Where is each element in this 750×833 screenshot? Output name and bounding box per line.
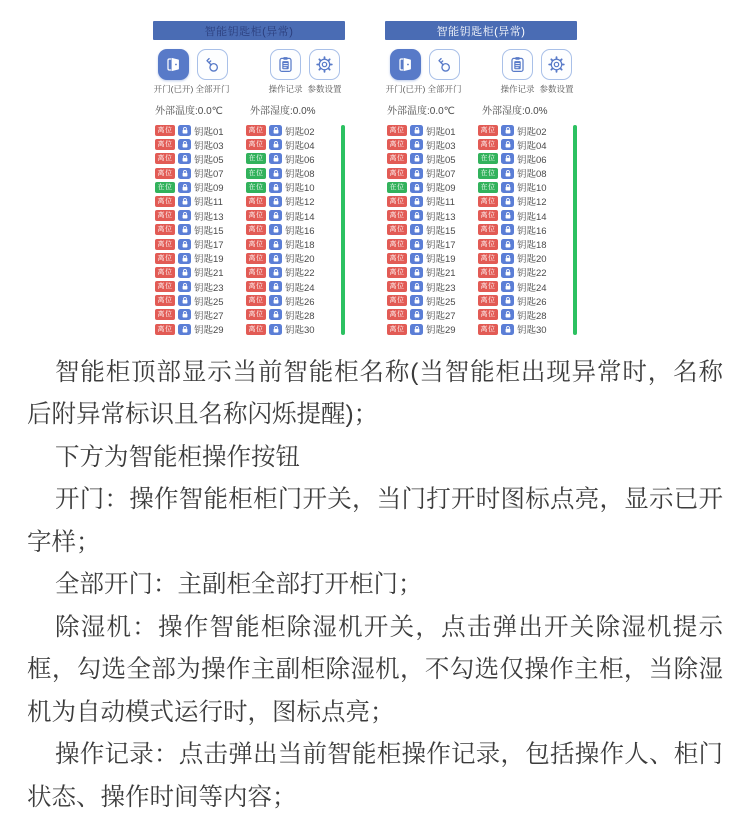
open-all-doors-button[interactable] <box>425 49 464 95</box>
lock-icon[interactable] <box>269 295 282 306</box>
cabinet-toolbar <box>385 49 577 95</box>
cabinet-panel-left <box>153 21 345 336</box>
key-status-badge: 离位 <box>246 239 266 250</box>
key-row <box>387 267 478 278</box>
key-label: 钥匙04 <box>517 140 547 152</box>
key-status-badge: 在位 <box>246 153 266 164</box>
description-paragraph: 操作记录：点击弹出当前智能柜操作记录，包括操作人、柜门状态、操作时间等内容； <box>27 741 723 811</box>
key-status-badge: 离位 <box>246 224 266 235</box>
lock-icon[interactable] <box>501 309 514 320</box>
lock-icon[interactable] <box>269 267 282 278</box>
key-status-badge: 离位 <box>478 239 498 250</box>
key-status-badge: 离位 <box>387 224 407 235</box>
key-label: 钥匙17 <box>426 240 456 251</box>
key-status-badge: 离位 <box>155 125 175 136</box>
key-status-badge: 离位 <box>246 210 266 221</box>
key-status-badge: 离位 <box>478 224 498 235</box>
key-label: 钥匙08 <box>517 169 547 181</box>
description-paragraph: 下方为智能柜操作按钮 <box>55 443 300 471</box>
lock-icon[interactable] <box>501 281 514 292</box>
door-open-icon <box>390 49 421 80</box>
external-temperature: 外部温度:0.0℃ <box>155 106 223 117</box>
key-status-badge: 离位 <box>387 295 407 306</box>
key-label: 钥匙04 <box>285 140 315 152</box>
key-label: 钥匙17 <box>194 240 224 251</box>
key-row <box>387 125 478 136</box>
key-label: 钥匙24 <box>285 282 315 294</box>
key-list <box>155 125 337 335</box>
key-status-badge: 离位 <box>155 295 175 306</box>
lock-icon[interactable] <box>269 210 282 221</box>
key-row <box>246 168 337 179</box>
key-status-badge: 离位 <box>387 253 407 264</box>
lock-icon[interactable] <box>178 153 191 164</box>
key-status-badge: 在位 <box>246 168 266 179</box>
description-paragraph: 除湿机：操作智能柜除湿机开关，点击弹出开关除湿机提示框，勾选全部为操作主副柜除湿机，不勾选仅操作主柜，当除湿机为自动模式运行时，图标点亮； <box>27 613 723 726</box>
key-row <box>155 324 246 335</box>
lock-icon[interactable] <box>410 295 423 306</box>
operation-log-button[interactable] <box>266 49 305 95</box>
key-label: 钥匙02 <box>285 126 315 138</box>
environment-readings <box>385 102 577 117</box>
key-status-badge: 离位 <box>246 253 266 264</box>
lock-icon[interactable] <box>410 210 423 221</box>
key-status-badge: 离位 <box>246 196 266 207</box>
key-row <box>478 139 569 150</box>
key-status-badge: 离位 <box>246 309 266 320</box>
lock-icon[interactable] <box>178 125 191 136</box>
key-row <box>155 253 246 264</box>
open-all-doors-button-label: 全部开门 <box>195 84 230 94</box>
key-row <box>155 182 246 193</box>
key-status-badge: 离位 <box>155 267 175 278</box>
description-paragraph: 开门：操作智能柜柜门开关，当门打开时图标点亮，显示已开字样； <box>27 486 723 556</box>
key-row <box>387 139 478 150</box>
open-door-button[interactable] <box>154 49 193 95</box>
key-label: 钥匙03 <box>194 140 224 152</box>
key-label: 钥匙15 <box>194 225 224 237</box>
key-label: 钥匙21 <box>426 268 456 280</box>
key-label: 钥匙10 <box>285 183 315 195</box>
key-label: 钥匙13 <box>194 211 224 223</box>
key-row <box>246 309 337 320</box>
key-label: 钥匙25 <box>426 296 456 308</box>
key-label: 钥匙30 <box>285 325 315 337</box>
key-status-badge: 离位 <box>478 309 498 320</box>
key-row <box>478 153 569 164</box>
key-label: 钥匙11 <box>194 197 223 209</box>
key-label: 钥匙10 <box>517 183 547 195</box>
key-status-badge: 离位 <box>478 267 498 278</box>
key-row <box>478 224 569 235</box>
key-row <box>155 153 246 164</box>
parameter-settings-button[interactable] <box>537 49 576 95</box>
lock-icon[interactable] <box>178 139 191 150</box>
key-status-badge: 离位 <box>246 125 266 136</box>
key-row <box>155 210 246 221</box>
key-status-badge: 离位 <box>155 281 175 292</box>
key-row <box>387 239 478 250</box>
key-row <box>155 295 246 306</box>
key-label: 钥匙30 <box>517 325 547 337</box>
key-label: 钥匙27 <box>194 310 224 322</box>
key-row <box>478 168 569 179</box>
key-label: 钥匙22 <box>517 268 547 280</box>
key-label: 钥匙23 <box>194 282 224 294</box>
key-status-badge: 离位 <box>246 267 266 278</box>
key-row <box>387 324 478 335</box>
lock-icon[interactable] <box>178 196 191 207</box>
key-label: 钥匙09 <box>426 183 456 195</box>
key-row <box>246 210 337 221</box>
key-row <box>478 210 569 221</box>
lock-icon[interactable] <box>501 267 514 278</box>
key-status-badge: 离位 <box>155 309 175 320</box>
lock-icon[interactable] <box>269 182 282 193</box>
lock-icon[interactable] <box>178 324 191 335</box>
key-status-badge: 在位 <box>387 182 407 193</box>
lock-icon[interactable] <box>178 168 191 179</box>
key-label: 钥匙21 <box>194 268 224 280</box>
lock-icon[interactable] <box>269 196 282 207</box>
lock-icon[interactable] <box>501 210 514 221</box>
key-label: 钥匙14 <box>517 211 547 223</box>
description-paragraph: 智能柜顶部显示当前智能柜名称(当智能柜出现异常时，名称后附异常标识且名称闪烁提醒)； <box>27 358 723 429</box>
key-row <box>155 267 246 278</box>
gear-icon <box>309 49 340 80</box>
lock-icon[interactable] <box>410 168 423 179</box>
key-status-badge: 离位 <box>478 281 498 292</box>
lock-icon[interactable] <box>178 281 191 292</box>
lock-icon[interactable] <box>501 295 514 306</box>
key-row <box>155 196 246 207</box>
key-status-badge: 离位 <box>246 139 266 150</box>
key-label: 钥匙19 <box>426 254 456 266</box>
key-row <box>246 239 337 250</box>
lock-icon[interactable] <box>269 281 282 292</box>
key-row <box>155 239 246 250</box>
description-paragraph: 全部开门：主副柜全部打开柜门； <box>55 571 423 599</box>
external-humidity: 外部湿度:0.0% <box>482 106 548 117</box>
key-label: 钥匙13 <box>426 211 456 223</box>
key-status-badge: 在位 <box>478 153 498 164</box>
key-status-badge: 离位 <box>387 196 407 207</box>
key-status-badge: 离位 <box>155 139 175 150</box>
lock-icon[interactable] <box>269 139 282 150</box>
key-row <box>155 309 246 320</box>
cabinet-title: 智能钥匙柜(异常) <box>204 25 294 38</box>
lock-icon[interactable] <box>178 239 191 250</box>
parameter-settings-button-label: 参数设置 <box>307 84 342 94</box>
cabinet-title-bar <box>385 21 577 40</box>
key-row <box>155 224 246 235</box>
lock-icon[interactable] <box>410 253 423 264</box>
key-label: 钥匙16 <box>285 225 315 237</box>
clipboard-icon <box>502 49 533 80</box>
key-label: 钥匙22 <box>285 268 315 280</box>
key-label: 钥匙20 <box>285 254 315 266</box>
operation-log-button-label: 操作记录 <box>268 84 303 94</box>
key-status-badge: 在位 <box>478 182 498 193</box>
key-status-badge: 离位 <box>246 324 266 335</box>
parameter-settings-button[interactable] <box>305 49 344 95</box>
parameter-settings-button-label: 参数设置 <box>539 84 574 94</box>
key-status-badge: 离位 <box>387 309 407 320</box>
key-status-badge: 离位 <box>387 168 407 179</box>
lock-icon[interactable] <box>178 267 191 278</box>
key-row <box>478 196 569 207</box>
key-row <box>246 153 337 164</box>
key-status-badge: 离位 <box>155 210 175 221</box>
key-label: 钥匙12 <box>517 197 547 209</box>
key-label: 钥匙16 <box>517 225 547 237</box>
key-list-wrap <box>385 124 577 336</box>
key-status-badge: 离位 <box>387 125 407 136</box>
key-status-badge: 离位 <box>246 281 266 292</box>
key-row <box>155 281 246 292</box>
lock-icon[interactable] <box>178 224 191 235</box>
lock-icon[interactable] <box>410 153 423 164</box>
lock-icon[interactable] <box>269 253 282 264</box>
key-status-badge: 离位 <box>478 295 498 306</box>
key-status-badge: 离位 <box>155 153 175 164</box>
key-label: 钥匙25 <box>194 296 224 308</box>
key-row <box>155 125 246 136</box>
lock-icon[interactable] <box>269 168 282 179</box>
key-label: 钥匙28 <box>285 310 315 322</box>
key-label: 钥匙15 <box>426 225 456 237</box>
key-label: 钥匙07 <box>194 169 224 181</box>
lock-icon[interactable] <box>501 125 514 136</box>
lock-icon[interactable] <box>269 309 282 320</box>
key-row <box>155 168 246 179</box>
key-icon <box>429 49 460 80</box>
lock-icon[interactable] <box>410 281 423 292</box>
key-status-badge: 离位 <box>155 224 175 235</box>
key-label: 钥匙05 <box>194 154 224 166</box>
key-status-badge: 离位 <box>478 210 498 221</box>
lock-icon[interactable] <box>501 153 514 164</box>
lock-icon[interactable] <box>410 139 423 150</box>
operation-log-button[interactable] <box>498 49 537 95</box>
cabinet-panel-right <box>385 21 577 336</box>
key-row <box>246 125 337 136</box>
gear-icon <box>541 49 572 80</box>
key-label: 钥匙26 <box>285 296 315 308</box>
lock-icon[interactable] <box>501 182 514 193</box>
key-label: 钥匙28 <box>517 310 547 322</box>
lock-icon[interactable] <box>269 153 282 164</box>
key-status-badge: 在位 <box>246 182 266 193</box>
lock-icon[interactable] <box>501 224 514 235</box>
cabinet-panels <box>0 0 750 336</box>
key-status-badge: 离位 <box>478 324 498 335</box>
open-all-doors-button[interactable] <box>193 49 232 95</box>
key-label: 钥匙07 <box>426 169 456 181</box>
key-row <box>478 324 569 335</box>
key-row <box>478 239 569 250</box>
clipboard-icon <box>270 49 301 80</box>
key-status-badge: 离位 <box>387 267 407 278</box>
key-label: 钥匙01 <box>426 126 456 138</box>
key-row <box>387 295 478 306</box>
key-list-wrap <box>153 124 345 336</box>
door-open-icon <box>158 49 189 80</box>
key-label: 钥匙29 <box>194 325 224 337</box>
key-label: 钥匙18 <box>285 240 315 251</box>
cabinet-title-bar <box>153 21 345 40</box>
lock-icon[interactable] <box>501 253 514 264</box>
key-row <box>478 309 569 320</box>
lock-icon[interactable] <box>410 224 423 235</box>
open-door-button[interactable] <box>386 49 425 95</box>
key-label: 钥匙01 <box>194 126 224 138</box>
key-row <box>387 281 478 292</box>
scrollbar[interactable] <box>573 125 577 335</box>
key-row <box>246 295 337 306</box>
scrollbar[interactable] <box>341 125 345 335</box>
key-label: 钥匙26 <box>517 296 547 308</box>
key-status-badge: 离位 <box>155 196 175 207</box>
key-status-badge: 离位 <box>246 295 266 306</box>
open-all-doors-button-label: 全部开门 <box>427 84 462 94</box>
key-row <box>246 324 337 335</box>
lock-icon[interactable] <box>178 295 191 306</box>
key-row <box>246 139 337 150</box>
key-row <box>387 153 478 164</box>
lock-icon[interactable] <box>410 182 423 193</box>
environment-readings <box>153 102 345 117</box>
key-row <box>246 267 337 278</box>
key-label: 钥匙08 <box>285 169 315 181</box>
key-row <box>387 196 478 207</box>
key-label: 钥匙06 <box>517 154 547 166</box>
key-label: 钥匙23 <box>426 282 456 294</box>
key-label: 钥匙18 <box>517 240 547 251</box>
key-status-badge: 离位 <box>387 139 407 150</box>
cabinet-title: 智能钥匙柜(异常) <box>436 25 526 38</box>
key-row <box>478 267 569 278</box>
key-row <box>246 281 337 292</box>
lock-icon[interactable] <box>178 182 191 193</box>
key-row <box>246 253 337 264</box>
open-door-button-label: 开门(已开) <box>385 84 426 94</box>
key-label: 钥匙19 <box>194 254 224 266</box>
key-row <box>478 253 569 264</box>
key-icon <box>197 49 228 80</box>
cabinet-toolbar <box>153 49 345 95</box>
key-row <box>478 182 569 193</box>
lock-icon[interactable] <box>410 324 423 335</box>
key-label: 钥匙27 <box>426 310 456 322</box>
key-status-badge: 离位 <box>155 253 175 264</box>
lock-icon[interactable] <box>269 224 282 235</box>
key-row <box>387 253 478 264</box>
lock-icon[interactable] <box>178 253 191 264</box>
key-list <box>387 125 569 335</box>
lock-icon[interactable] <box>269 125 282 136</box>
lock-icon[interactable] <box>269 239 282 250</box>
key-label: 钥匙24 <box>517 282 547 294</box>
key-label: 钥匙03 <box>426 140 456 152</box>
lock-icon[interactable] <box>410 125 423 136</box>
lock-icon[interactable] <box>410 309 423 320</box>
key-status-badge: 离位 <box>155 168 175 179</box>
key-label: 钥匙20 <box>517 254 547 266</box>
key-status-badge: 离位 <box>478 139 498 150</box>
key-label: 钥匙14 <box>285 211 315 223</box>
lock-icon[interactable] <box>501 239 514 250</box>
external-humidity: 外部湿度:0.0% <box>250 106 316 117</box>
key-status-badge: 离位 <box>387 281 407 292</box>
lock-icon[interactable] <box>410 239 423 250</box>
key-row <box>387 210 478 221</box>
key-status-badge: 离位 <box>387 210 407 221</box>
lock-icon[interactable] <box>501 168 514 179</box>
key-status-badge: 离位 <box>478 125 498 136</box>
lock-icon[interactable] <box>501 139 514 150</box>
operation-log-button-label: 操作记录 <box>500 84 535 94</box>
key-label: 钥匙11 <box>426 197 455 209</box>
open-door-button-label: 开门(已开) <box>153 84 194 94</box>
lock-icon[interactable] <box>178 210 191 221</box>
key-status-badge: 离位 <box>387 324 407 335</box>
key-row <box>387 309 478 320</box>
key-label: 钥匙06 <box>285 154 315 166</box>
key-row <box>155 139 246 150</box>
key-status-badge: 离位 <box>387 239 407 250</box>
lock-icon[interactable] <box>178 309 191 320</box>
lock-icon[interactable] <box>410 196 423 207</box>
key-status-badge: 在位 <box>478 168 498 179</box>
external-temperature: 外部温度:0.0℃ <box>387 106 455 117</box>
key-label: 钥匙29 <box>426 325 456 337</box>
key-label: 钥匙02 <box>517 126 547 138</box>
key-row <box>387 182 478 193</box>
key-label: 钥匙12 <box>285 197 315 209</box>
key-label: 钥匙09 <box>194 183 224 195</box>
lock-icon[interactable] <box>501 196 514 207</box>
key-status-badge: 离位 <box>387 153 407 164</box>
key-status-badge: 离位 <box>478 196 498 207</box>
key-status-badge: 离位 <box>478 253 498 264</box>
key-row <box>478 295 569 306</box>
lock-icon[interactable] <box>269 324 282 335</box>
key-status-badge: 在位 <box>155 182 175 193</box>
description-text <box>0 352 750 820</box>
lock-icon[interactable] <box>501 324 514 335</box>
key-row <box>478 281 569 292</box>
key-row <box>387 168 478 179</box>
key-status-badge: 离位 <box>155 239 175 250</box>
key-row <box>246 224 337 235</box>
key-row <box>478 125 569 136</box>
key-label: 钥匙05 <box>426 154 456 166</box>
key-row <box>387 224 478 235</box>
lock-icon[interactable] <box>410 267 423 278</box>
key-status-badge: 离位 <box>155 324 175 335</box>
key-row <box>246 196 337 207</box>
key-row <box>246 182 337 193</box>
